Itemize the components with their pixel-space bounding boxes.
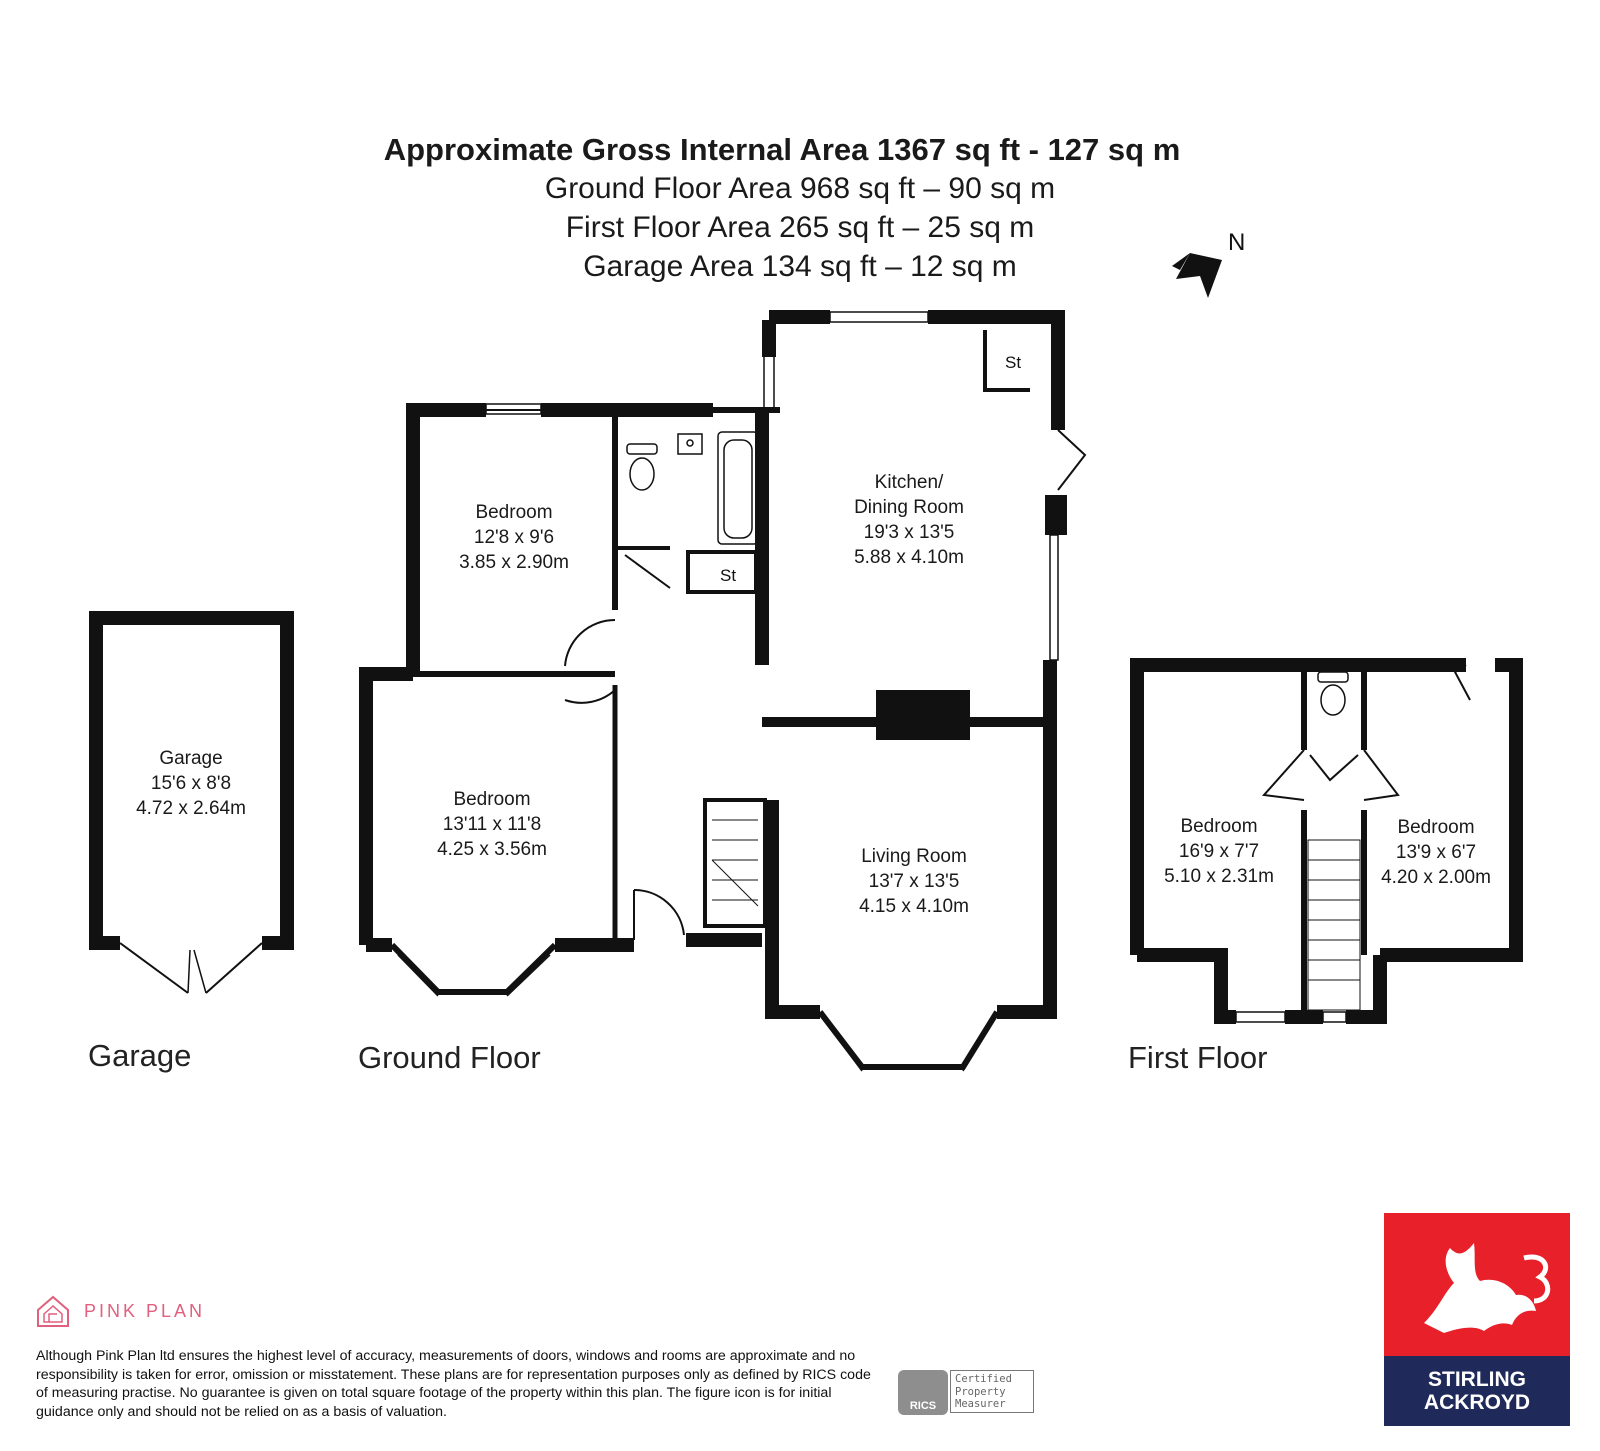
agent-name	[1384, 1356, 1570, 1426]
agent-name-line2: ACKROYD	[1423, 1391, 1531, 1414]
rics-certified-text: Certified Property Measurer	[950, 1370, 1034, 1413]
toilet-icon	[627, 444, 657, 490]
north-compass-icon	[1172, 229, 1245, 298]
rics-logo: RICS	[898, 1370, 948, 1415]
basin-icon	[678, 434, 702, 454]
garage-room-name: Garage	[159, 748, 223, 769]
store-label-kitchen: St	[1005, 353, 1022, 372]
ground-floor-area: Ground Floor Area 968 sq ft – 90 sq m	[544, 172, 1056, 205]
living-room-metric: 4.15 x 4.10m	[859, 896, 969, 917]
pink-plan-brand	[34, 1292, 205, 1330]
garage-floor-label: Garage	[88, 1038, 192, 1073]
first-bedroom-left-imperial: 16'9 x 7'7	[1178, 841, 1260, 862]
first-floor-label: First Floor	[1128, 1040, 1268, 1075]
first-bedroom-left-metric: 5.10 x 2.31m	[1164, 866, 1274, 887]
living-room-name: Living Room	[861, 846, 967, 867]
living-room-imperial: 13'7 x 13'5	[868, 871, 960, 892]
griffin-icon	[1384, 1213, 1570, 1356]
kitchen-imperial: 19'3 x 13'5	[863, 522, 955, 543]
bedroom-bay-name: Bedroom	[453, 789, 531, 810]
garage-room-imperial: 15'6 x 8'8	[150, 773, 232, 794]
first-bedroom-right-name: Bedroom	[1397, 817, 1475, 838]
first-bedroom-left-name: Bedroom	[1180, 816, 1258, 837]
first-floor-area: First Floor Area 265 sq ft – 25 sq m	[565, 211, 1035, 244]
disclaimer-text: Although Pink Plan ltd ensures the highest level of accuracy, measurements of doors, windows and rooms are approximate and no responsibility is taken for error, omission or misstatement. These plans are for representation purposes only as defined by RICS code of measuring practise. No guarantee is given on total square footage of the property within this plan. The figure icon is for initial guidance only and should not be relied on as a basis of valuation.	[36, 1348, 871, 1420]
first-bedroom-right-metric: 4.20 x 2.00m	[1381, 867, 1491, 888]
bedroom-front-name: Bedroom	[475, 502, 553, 523]
bedroom-bay-metric: 4.25 x 3.56m	[437, 839, 547, 860]
total-area-heading: Approximate Gross Internal Area 1367 sq ft - 127 sq m	[383, 132, 1181, 167]
agent-name-line1: STIRLING	[1428, 1368, 1526, 1391]
griffin-emblem	[1384, 1213, 1570, 1356]
bath-icon	[718, 432, 758, 544]
first-floor-toilet-icon	[1318, 672, 1348, 715]
bedroom-bay-imperial: 13'11 x 11'8	[442, 814, 542, 835]
compass-label: N	[1228, 229, 1246, 256]
stirling-ackroyd-logo	[1384, 1213, 1570, 1426]
ground-floor-plan	[366, 312, 1085, 1071]
kitchen-name-line1: Kitchen/	[874, 472, 944, 493]
garage-room-metric: 4.72 x 2.64m	[136, 798, 246, 819]
store-label-hall: St	[720, 566, 737, 585]
rics-certification-badge	[898, 1370, 1036, 1415]
bedroom-front-imperial: 12'8 x 9'6	[473, 527, 555, 548]
kitchen-metric: 5.88 x 4.10m	[854, 547, 964, 568]
pink-plan-house-icon	[34, 1292, 72, 1330]
garage-area: Garage Area 134 sq ft – 12 sq m	[583, 250, 1017, 283]
bedroom-front-metric: 3.85 x 2.90m	[459, 552, 569, 573]
first-bedroom-right-imperial: 13'9 x 6'7	[1395, 842, 1477, 863]
ground-floor-label: Ground Floor	[358, 1040, 541, 1075]
kitchen-name-line2: Dining Room	[854, 497, 964, 518]
pink-plan-label: PINK PLAN	[84, 1300, 206, 1321]
